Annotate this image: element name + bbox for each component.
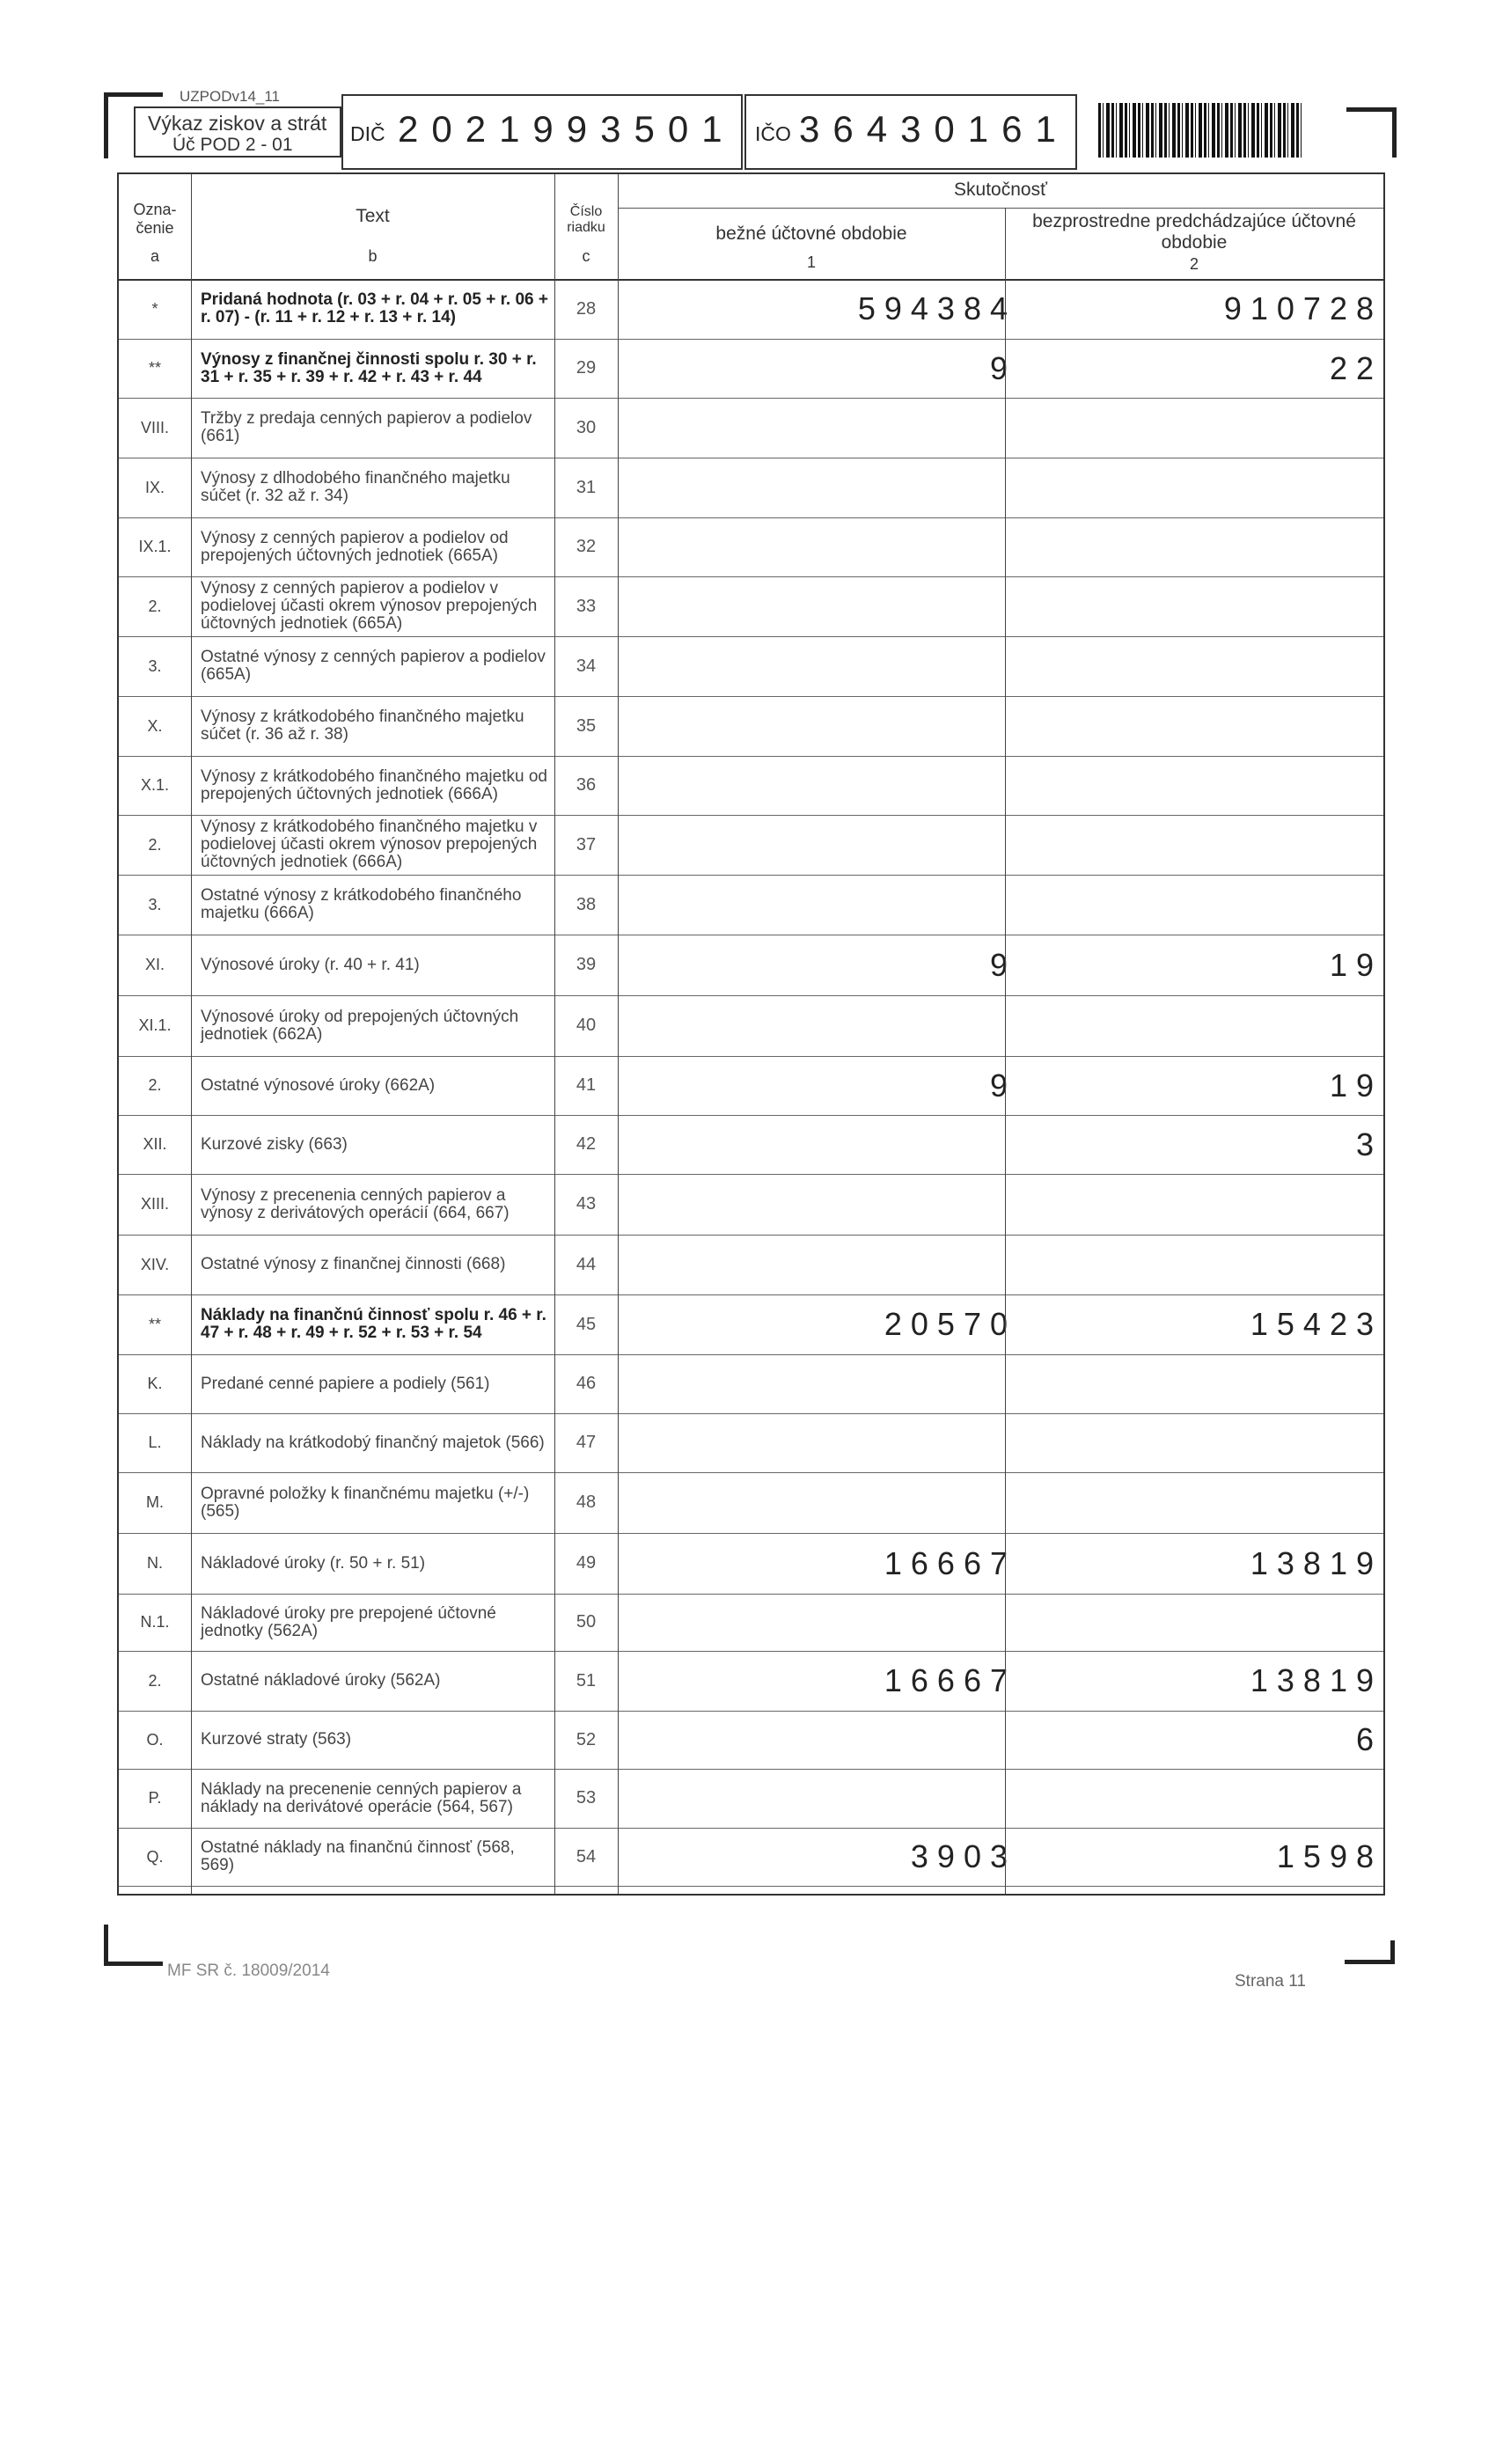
row-value-current	[629, 1413, 1023, 1472]
row-value-previous: 6	[1355, 1721, 1382, 1757]
row-code: 3.	[148, 895, 162, 913]
row-code: 2.	[148, 835, 162, 854]
row-value-current: 9	[989, 349, 1016, 386]
row-value-current	[629, 1711, 1023, 1769]
row-value-current: 9	[989, 1067, 1016, 1104]
row-value-previous	[1006, 1354, 1382, 1413]
row-code: X.	[147, 716, 163, 735]
column-divider	[191, 174, 192, 1894]
row-text: Pridaná hodnota (r. 03 + r. 04 + r. 05 + r. 06 + r. 07) - (r. 11 + r. 12 + r. 13 + r. 14)	[201, 290, 548, 326]
row-value-current	[629, 576, 1023, 636]
blank-area	[0, 2053, 1496, 2464]
row-text: Predané cenné papiere a podiely (561)	[201, 1374, 490, 1393]
row-text: Nákladové úroky (r. 50 + r. 51)	[201, 1553, 426, 1573]
row-value-current	[629, 1115, 1023, 1174]
row-code: N.1.	[140, 1613, 170, 1631]
row-value-previous	[1006, 398, 1382, 458]
table-row	[119, 1769, 1383, 1829]
row-line-number: 48	[576, 1492, 597, 1512]
column-divider	[1005, 208, 1006, 1894]
row-value-previous	[1006, 1594, 1382, 1651]
row-value-previous	[1006, 517, 1382, 576]
row-line-number: 44	[576, 1254, 597, 1274]
corner-mark-top-right	[1346, 107, 1397, 158]
row-line-number: 49	[576, 1553, 597, 1573]
row-value-current	[629, 398, 1023, 458]
col-header-text: Text	[356, 206, 390, 226]
table-row	[119, 935, 1383, 996]
row-line-number: 28	[576, 298, 597, 319]
row-value-previous: 3	[1355, 1126, 1382, 1162]
row-value-current	[629, 875, 1023, 935]
dic-label: DIČ	[350, 122, 385, 145]
row-line-number: 31	[576, 477, 597, 497]
table-row	[119, 517, 1383, 577]
row-line-number: 47	[576, 1433, 597, 1452]
table-row	[119, 1472, 1383, 1534]
form-code: UZPODv14_11	[180, 88, 281, 105]
row-line-number: 33	[576, 596, 597, 616]
row-value-current: 16667	[884, 1544, 1016, 1581]
table-header	[119, 174, 1383, 281]
dic-value: 2021993501	[398, 108, 736, 150]
row-text: Náklady na krátkodobý finančný majetok (566)	[201, 1433, 545, 1452]
table-row	[119, 1711, 1383, 1770]
row-text: Tržby z predaja cenných papierov a podielov (661)	[201, 409, 532, 445]
row-code: L.	[148, 1434, 162, 1451]
row-value-current	[629, 1174, 1023, 1235]
table-row	[119, 279, 1383, 340]
row-line-number: 42	[576, 1134, 597, 1154]
row-code: M.	[146, 1493, 164, 1511]
table-row	[119, 576, 1383, 637]
row-value-current: 3903	[910, 1838, 1016, 1874]
row-value-previous	[1006, 756, 1382, 815]
row-code: X.1.	[140, 776, 170, 794]
col-number-2: 2	[1189, 255, 1199, 273]
row-value-current	[629, 756, 1023, 815]
row-code: 2.	[148, 1671, 162, 1690]
row-line-number: 52	[576, 1729, 597, 1749]
row-code: K.	[147, 1375, 163, 1392]
col-number-1: 1	[806, 253, 816, 271]
row-line-number: 40	[576, 1016, 597, 1035]
row-value-previous: 22	[1329, 349, 1382, 386]
table-row	[119, 696, 1383, 757]
row-code: **	[148, 359, 161, 377]
row-code: **	[148, 1315, 161, 1333]
row-value-previous	[1006, 1235, 1382, 1294]
header-divider	[618, 208, 1383, 209]
col-header-skutocnost: Skutočnosť	[954, 180, 1047, 200]
row-text: Výnosové úroky (r. 40 + r. 41)	[201, 955, 420, 974]
row-code: IX.1.	[138, 538, 172, 555]
row-code: O.	[146, 1730, 164, 1749]
row-code: 3.	[148, 656, 162, 675]
row-value-previous	[1006, 1769, 1382, 1828]
row-code: XI.	[144, 956, 165, 973]
row-value-current	[629, 995, 1023, 1056]
row-text: Kurzové zisky (663)	[201, 1134, 348, 1154]
row-value-current	[629, 815, 1023, 875]
row-code: XIII.	[140, 1195, 169, 1213]
row-code: XII.	[143, 1135, 167, 1153]
row-value-previous	[1006, 636, 1382, 696]
row-value-previous: 13819	[1250, 1662, 1382, 1698]
row-value-previous: 1598	[1276, 1838, 1382, 1874]
row-code: P.	[148, 1789, 162, 1807]
row-code: IX.	[144, 478, 165, 496]
table-row	[119, 1115, 1383, 1175]
row-text: Ostatné výnosy z krátkodobého finančného majetku (666A)	[201, 886, 522, 922]
row-value-current: 9	[989, 946, 1016, 983]
row-value-previous	[1006, 696, 1382, 756]
row-text: Výnosy z krátkodobého finančného majetku od prepojených účtovných jednotiek (666A)	[201, 766, 547, 803]
table-row	[119, 1594, 1383, 1652]
table-row	[119, 458, 1383, 518]
table-row	[119, 339, 1383, 399]
row-line-number: 36	[576, 775, 597, 795]
row-line-number: 54	[576, 1846, 597, 1866]
row-value-previous	[1006, 995, 1382, 1056]
row-text: Výnosy z cenných papierov a podielov od prepojených účtovných jednotiek (665A)	[201, 528, 509, 565]
row-line-number: 41	[576, 1075, 597, 1095]
barcode-icon	[1098, 103, 1304, 158]
table-row	[119, 1413, 1383, 1473]
form-title: Výkaz ziskov a strát	[148, 112, 327, 135]
col-letter-a: a	[150, 247, 159, 265]
table-row	[119, 815, 1383, 876]
col-letter-b: b	[368, 247, 378, 265]
ico-value: 36430161	[799, 108, 1069, 150]
ico-box	[744, 94, 1077, 170]
row-text: Výnosy z finančnej činnosti spolu r. 30 + r. 31 + r. 35 + r. 39 + r. 42 + r. 43 + r. 44	[201, 349, 537, 386]
row-line-number: 50	[576, 1612, 597, 1632]
row-text: Náklady na finančnú činnosť spolu r. 46 + r. 47 + r. 48 + r. 49 + r. 52 + r. 53 + r. 54	[201, 1306, 546, 1342]
corner-mark-bottom-left	[104, 1925, 163, 1966]
row-line-number: 45	[576, 1314, 597, 1334]
footer-regulation: MF SR č. 18009/2014	[167, 1962, 330, 1980]
table-row	[119, 1533, 1383, 1595]
col-header-oznacenie: Ozna-čenie	[133, 201, 177, 237]
table-row	[119, 875, 1383, 935]
row-text: Výnosy z dlhodobého finančného majetku súčet (r. 32 až r. 34)	[201, 469, 510, 505]
row-value-current	[629, 1472, 1023, 1533]
row-text: Náklady na precenenie cenných papierov a náklady na derivátové operácie (564, 567)	[201, 1779, 522, 1816]
row-value-previous	[1006, 576, 1382, 636]
row-line-number: 37	[576, 834, 597, 854]
row-line-number: 43	[576, 1194, 597, 1214]
row-line-number: 51	[576, 1670, 597, 1690]
row-value-previous: 910728	[1223, 290, 1382, 326]
row-value-previous	[1006, 815, 1382, 875]
row-line-number: 32	[576, 537, 597, 556]
row-line-number: 30	[576, 417, 597, 437]
table-row	[119, 1651, 1383, 1712]
row-text: Nákladové úroky pre prepojené účtovné jednotky (562A)	[201, 1603, 496, 1640]
row-line-number: 46	[576, 1374, 597, 1393]
row-value-previous	[1006, 875, 1382, 935]
column-divider	[554, 174, 555, 1894]
col-header-cislo-riadku: Číslo riadku	[567, 204, 605, 235]
table-row	[119, 1056, 1383, 1116]
row-line-number: 39	[576, 955, 597, 974]
row-code: 2.	[148, 597, 162, 615]
row-line-number: 29	[576, 358, 597, 378]
row-value-current	[629, 696, 1023, 756]
row-line-number: 53	[576, 1788, 597, 1808]
form-subtitle: Úč POD 2 - 01	[172, 135, 293, 155]
table-row	[119, 1354, 1383, 1414]
row-value-current	[629, 1354, 1023, 1413]
ico-label: IČO	[755, 122, 791, 145]
row-text: Ostatné nákladové úroky (562A)	[201, 1671, 441, 1690]
row-value-previous	[1006, 458, 1382, 517]
row-code: VIII.	[140, 418, 169, 436]
row-value-previous: 19	[1329, 1067, 1382, 1104]
form-title-box	[134, 106, 341, 158]
table-row	[119, 995, 1383, 1057]
row-text: Ostatné výnosy z cenných papierov a podielov (665A)	[201, 648, 546, 684]
table-row	[119, 756, 1383, 816]
row-line-number: 34	[576, 656, 597, 676]
row-value-previous: 15423	[1250, 1306, 1382, 1342]
row-code: Q.	[146, 1847, 164, 1866]
row-code: XIV.	[140, 1255, 170, 1273]
income-statement-table	[117, 172, 1385, 1896]
row-line-number: 38	[576, 894, 597, 914]
row-value-previous	[1006, 1174, 1382, 1235]
row-value-current	[629, 1594, 1023, 1651]
row-text: Ostatné výnosy z finančnej činnosti (668)	[201, 1255, 506, 1273]
row-text: Ostatné náklady na finančnú činnosť (568, 569)	[201, 1838, 515, 1874]
row-text: Výnosy z cenných papierov a podielov v podielovej účasti okrem výnosov prepojených účtovných jednotiek (665A)	[201, 579, 538, 633]
row-text: Ostatné výnosové úroky (662A)	[201, 1075, 436, 1095]
row-value-current: 594384	[857, 290, 1016, 326]
row-value-current: 16667	[884, 1662, 1016, 1698]
footer-page-number: Strana 11	[1235, 1972, 1306, 1991]
row-line-number: 35	[576, 715, 597, 736]
row-value-current	[629, 1235, 1023, 1294]
col-letter-c: c	[582, 247, 590, 265]
dic-box	[341, 94, 743, 170]
row-value-previous	[1006, 1413, 1382, 1472]
row-code: *	[151, 299, 158, 318]
row-value-current	[629, 636, 1023, 696]
row-text: Výnosové úroky od prepojených účtovných jednotiek (662A)	[201, 1007, 519, 1044]
corner-mark-bottom-right	[1345, 1940, 1395, 1964]
row-text: Výnosy z precenenia cenných papierov a výnosy z derivátových operácií (664, 667)	[201, 1185, 510, 1222]
table-row	[119, 398, 1383, 458]
row-code: XI.1.	[138, 1016, 172, 1034]
row-text: Výnosy z krátkodobého finančného majetku v podielovej účasti okrem výnosov prepojených účtovných jednotiek (666A)	[201, 818, 538, 871]
row-text: Opravné položky k finančnému majetku (+/-) (565)	[201, 1484, 530, 1521]
table-row	[119, 1828, 1383, 1887]
col-header-bezne: bežné účtovné obdobie	[715, 224, 907, 244]
col-header-predchadzajuce: bezprostredne predchádzajúce účtovné obdobie	[1032, 211, 1356, 253]
row-code: 2.	[148, 1076, 162, 1094]
row-value-current	[629, 517, 1023, 576]
row-value-current	[629, 458, 1023, 517]
table-row	[119, 1294, 1383, 1355]
row-text: Kurzové straty (563)	[201, 1730, 352, 1749]
row-text: Výnosy z krátkodobého finančného majetku súčet (r. 36 až r. 38)	[201, 708, 524, 744]
column-divider	[618, 174, 619, 1894]
row-value-previous: 19	[1329, 946, 1382, 983]
row-value-current: 20570	[884, 1306, 1016, 1342]
table-row	[119, 636, 1383, 697]
row-value-current	[629, 1769, 1023, 1828]
row-value-previous	[1006, 1472, 1382, 1533]
row-code: N.	[147, 1554, 163, 1572]
row-value-previous: 13819	[1250, 1544, 1382, 1581]
table-row	[119, 1235, 1383, 1295]
table-row	[119, 1174, 1383, 1236]
